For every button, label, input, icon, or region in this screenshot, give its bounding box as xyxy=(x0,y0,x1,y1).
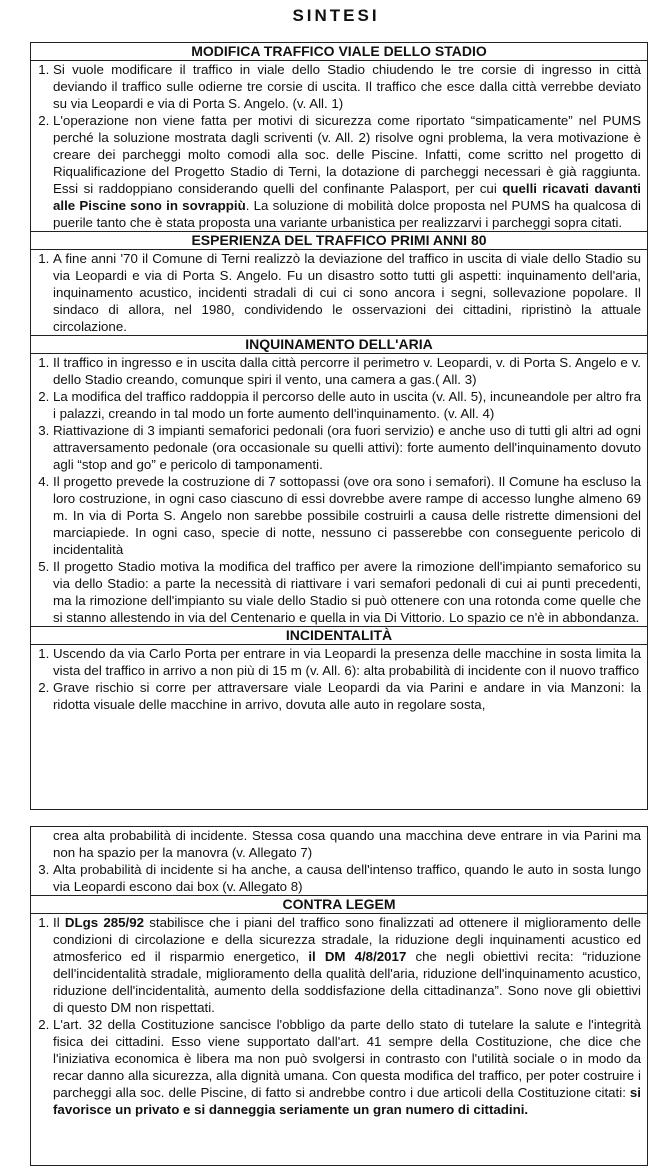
section-heading-incidentalita: INCIDENTALITÀ xyxy=(31,626,647,645)
item-emphasis: DLgs 285/92 xyxy=(64,915,145,930)
list-item: 1. A fine anni '70 il Comune di Terni realizzò la deviazione del traffico in uscita di viale dello Stadio su via Leopardi e via di Porta S. Angelo. Fu un disastro sotto tutti gli aspetti: inquinamento dell'aria, inquinamento acustico, incidenti stradali di cui ci sono ancora i segni, sollevazione popolare. Il sindaco di allora, nel 1980, condividendo le osservazioni dei cittadini, ripristinò la attuale circolazione. xyxy=(53,250,641,335)
item-text: . La soluzione di mobilità dolce proposta nel PUMS ha qualcosa di puerile tanto che è stata proposta una variante urbanistica per realizzarvi i parcheggi sopra citati. xyxy=(53,198,641,230)
section-heading-esperienza: ESPERIENZA DEL TRAFFICO PRIMI ANNI 80 xyxy=(31,231,647,250)
list-item: 4. Il progetto prevede la costruzione di 7 sottopassi (ove ora sono i semafori). Il Comune ha escluso la loro costruzione, in ogni caso ciascuno di essi dovrebbe avere rampe di accesso lunghe almeno 69 m. In via di Porta S. Angelo non sarebbe possibile costruirli a causa delle ristrette dimensioni del marciapiede. In ogni caso, specie di notte, nessuno ci passerebbe con conseguente pericolo di incidentalità xyxy=(53,473,641,558)
list-esperienza xyxy=(31,250,647,335)
list-item xyxy=(53,112,641,231)
list-item xyxy=(53,914,641,1016)
item-emphasis: quelli ricavati davanti alle Piscine sono in sovrappiù xyxy=(53,181,641,213)
list-item-continuation: crea alta probabilità di incidente. Stessa cosa quando una macchina deve entrare in via Parini ma non ha spazio per la manovra (v. Allegato 7) xyxy=(53,828,641,860)
item-text: L'art. 32 della Costituzione sancisce l'obbligo da parte dello stato di tutelare la salute e l'integrità fisica dei cittadini. Esso viene supportato dall'art. 41 sempre della Costituzione, che dice che l'iniziativa economica è libera ma non può svolgersi in contrasto con l'utilità sociale o in modo da recar danno alla sicurezza, alla dignità umana. Con questa modifica del traffico, per poter costruire i parcheggi alla soc. delle Piscine, di fatto si andrebbe contro i due articoli della Costituzione citati: xyxy=(53,1017,641,1100)
list-item: 1. Si vuole modificare il traffico in viale dello Stadio chiudendo le tre corsie di ingresso in città deviando il traffico sulle odierne tre corsie di uscita. Il traffico che esce dalla città verrebbe deviato su via Leopardi e via di Porta S. Angelo. (v. All. 1) xyxy=(53,61,641,112)
list-inquinamento xyxy=(31,354,647,626)
list-item: 5. Il progetto Stadio motiva la modifica del traffico per avere la rimozione dell'impianto semaforico su via dello Stadio: a parte la necessità di riattivare i vari semafori pedonali di cui ai punti precedenti, ma la rimozione dell'impianto su viale dello Stadio si può ottenere con una rotonda come quelle che si stanno allestendo in via del Centenario e quella in via Di Vittorio. Lo spazio ce n'è in abbondanza. xyxy=(53,558,641,626)
list-item xyxy=(53,1016,641,1118)
item-text: stabilisce che i piani del traffico sono finalizzati ad ottenere il miglioramento delle condizioni di circolazione e della sicurezza stradale, la riduzione degli inquinamenti acustico ed atmosferico ed il risparmio energetico, xyxy=(53,915,642,964)
list-stadio xyxy=(31,61,647,231)
item-emphasis: si favorisce un privato e si danneggia seriamente un gran numero di cittadini. xyxy=(53,1085,641,1117)
list-item: 1. Uscendo da via Carlo Porta per entrare in via Leopardi la presenza delle macchine in sosta limita la vista del traffico in arrivo a non più di 15 m (v. All. 6): alta probabilità di incidente con il nuovo traffico xyxy=(53,645,641,679)
list-item: 3. Riattivazione di 3 impianti semaforici pedonali (ora fuori servizio) e anche uso di tutti gli altri ad ogni attraversamento pedonale (ora occasionale su quelli attivi): forte aumento dell'inquinamento dovuto agli “stop and go” e pericolo di tamponamenti. xyxy=(53,422,641,473)
summary-box-page2 xyxy=(30,826,648,1166)
item-text: che negli obiettivi recita: “riduzione dell'incidentalità stradale, miglioramento della qualità dell'aria, riduzione dell'inquinamento acustico, riduzione dell'incidentalità, aumento della soddisfazione della cittadinanza”. Sono nove gli obiettivi di questo DM non rispettati. xyxy=(53,949,642,1015)
section-heading-inquinamento: INQUINAMENTO DELL'ARIA xyxy=(31,335,647,354)
section-heading-stadio: MODIFICA TRAFFICO VIALE DELLO STADIO xyxy=(31,43,647,61)
item-text: Il xyxy=(53,915,65,930)
list-item: 2. La modifica del traffico raddoppia il percorso delle auto in uscita (v. All. 5), incuneandole per altro fra i palazzi, creando in tal modo un forte aumento dell'inquinamento. (v. All. 4) xyxy=(53,388,641,422)
list-item: 2. Grave rischio si corre per attraversare viale Leopardi da via Parini e andare in via Manzoni: la ridotta visuale delle macchine in arrivo, dovuta alle auto in regolare sosta, xyxy=(53,679,641,713)
item-text: L'operazione non viene fatta per motivi di sicurezza come riportato “simpaticamente” nel PUMS perché la soluzione mostrata dagli scriventi (v. All. 2) risolve ogni problema, la vera motivazione è creare dei parcheggi molto comodi alla soc. delle Piscine. Infatti, come scritto nel progetto di Riqualificazione del Progetto Stadio di Terni, la dotazione di parcheggi necessari è già raggiunta. Essi si raddoppiano considerando quelli del confinante Palasport, per cui xyxy=(53,113,641,196)
list-incidentalita-continued xyxy=(31,827,647,861)
section-heading-contra-legem: CONTRA LEGEM xyxy=(31,895,647,914)
list-contra-legem xyxy=(31,914,647,1118)
item-emphasis: il DM 4/8/2017 xyxy=(308,949,407,964)
summary-box-page1 xyxy=(30,42,648,810)
page-title: SINTESI xyxy=(292,6,380,25)
list-item: 3. Alta probabilità di incidente si ha anche, a causa dell'intenso traffico, quando le auto in sosta lungo via Leopardi escono dai box (v. Allegato 8) xyxy=(53,861,641,895)
list-item: 1. Il traffico in ingresso e in uscita dalla città percorre il perimetro v. Leopardi, v. di Porta S. Angelo e v. dello Stadio creando, comunque spiri il vento, una camera a gas.( All. 3) xyxy=(53,354,641,388)
list-incidentalita xyxy=(31,645,647,713)
list-incidentalita-cont xyxy=(31,861,647,895)
